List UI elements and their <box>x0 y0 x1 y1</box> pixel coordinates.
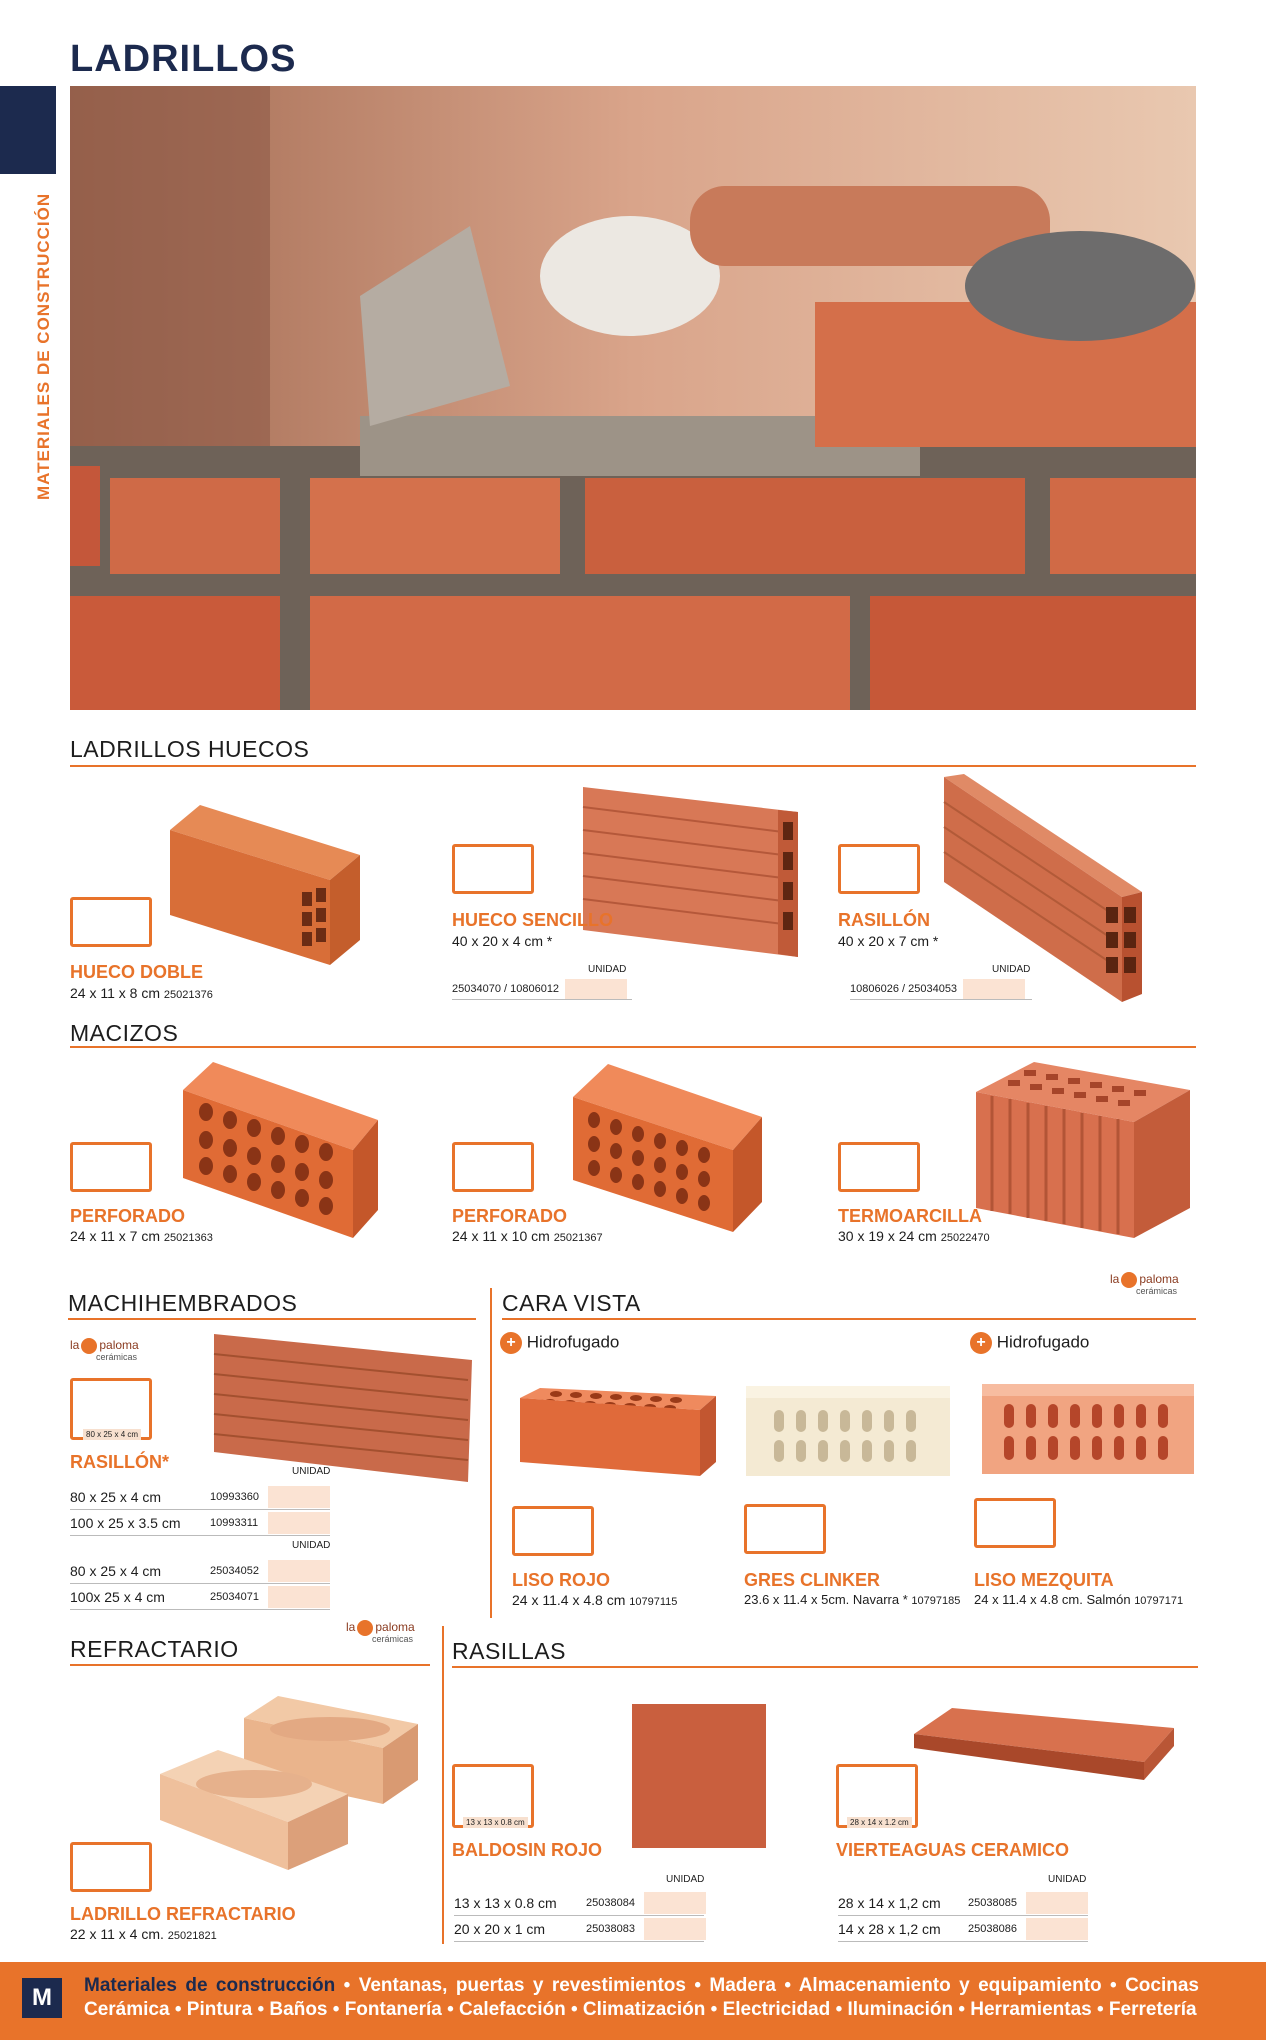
la-paloma-logo: la paloma cerámicas <box>70 1338 139 1362</box>
product-name-machihembrado: RASILLÓN* <box>70 1452 169 1472</box>
hueco-doble-image <box>160 800 370 970</box>
section-title-huecos: LADRILLOS HUECOS <box>70 736 310 762</box>
section-rule <box>502 1318 1196 1320</box>
product-name-hueco-sencillo: HUECO SENCILLO <box>452 910 614 930</box>
price-box-dim-label: 28 x 14 x 1.2 cm <box>847 1817 912 1828</box>
section-rule <box>70 1664 430 1666</box>
liso-mezquita-image <box>980 1380 1196 1476</box>
section-rule <box>70 765 1196 767</box>
hidrofugado-label-1: + Hidrofugado <box>500 1332 619 1354</box>
table-row: 100 x 25 x 3.5 cm 10993311 <box>70 1510 330 1536</box>
section-rule <box>68 1318 476 1320</box>
brand-logo-icon: M <box>22 1978 62 2018</box>
product-desc-liso-rojo: 24 x 11.4 x 4.8 cm 10797115 <box>512 1592 678 1608</box>
section-title-cara-vista: CARA VISTA <box>502 1290 641 1316</box>
unit-header: UNIDAD <box>992 964 1031 975</box>
product-name-baldosin: BALDOSIN ROJO <box>452 1840 603 1860</box>
product-name-gres-clinker: GRES CLINKER <box>744 1570 881 1590</box>
section-title-refractario: REFRACTARIO <box>70 1636 239 1662</box>
perforado-1-image <box>178 1060 378 1240</box>
gres-clinker-image <box>744 1382 954 1478</box>
product-name-hueco-doble: HUECO DOBLE <box>70 962 204 982</box>
unit-header: UNIDAD <box>292 1466 331 1477</box>
product-name-rasillon: RASILLÓN <box>838 910 930 930</box>
product-name-refractario: LADRILLO REFRACTARIO <box>70 1904 296 1924</box>
price-box-termoarcilla <box>838 1142 920 1192</box>
price-box-vierteaguas <box>836 1764 918 1828</box>
product-desc-refractario: 22 x 11 x 4 cm. 25021821 <box>70 1926 217 1942</box>
la-paloma-logo: la paloma cerámicas <box>1110 1272 1179 1296</box>
unit-header: UNIDAD <box>1048 1874 1087 1885</box>
product-name-liso-rojo: LISO ROJO <box>512 1570 611 1590</box>
price-cell <box>963 979 1025 999</box>
table-row: 28 x 14 x 1,2 cm 25038085 <box>838 1890 1088 1916</box>
rasillon-image <box>942 772 1142 1004</box>
footer-category-list <box>84 1974 1199 2022</box>
liso-rojo-image <box>510 1386 720 1478</box>
table-row: 20 x 20 x 1 cm 25038083 <box>454 1916 704 1942</box>
la-paloma-logo: la paloma cerámicas <box>346 1620 415 1644</box>
product-name-perforado-1: PERFORADO <box>70 1206 186 1226</box>
product-name-liso-mezquita: LISO MEZQUITA <box>974 1570 1114 1590</box>
table-row: 80 x 25 x 4 cm 10993360 <box>70 1484 330 1510</box>
product-name-perforado-2: PERFORADO <box>452 1206 568 1226</box>
hydrophobic-icon: + <box>500 1332 522 1354</box>
side-tab <box>0 86 56 174</box>
unit-header: UNIDAD <box>292 1540 331 1551</box>
code-row-rasillon: 10806026 / 25034053 <box>850 978 1032 1000</box>
footer-other-categories: • Ventanas, puertas y revestimientos • Madera • Almacenamiento y equipamiento • Cocinas Cerámica • Pintura • Baños • Fontanería • Calefacción • Climatización • Electricidad • Iluminación • Herramientas • Ferretería <box>84 1975 1200 2020</box>
product-desc-rasillon: 40 x 20 x 7 cm * <box>838 933 939 949</box>
perforado-2-image <box>568 1062 762 1234</box>
price-cell <box>1026 1918 1088 1940</box>
section-title-machihembrados: MACHIHEMBRADOS <box>68 1290 298 1316</box>
price-box-baldosin <box>452 1764 534 1828</box>
footer-current-category: Materiales de construcción <box>84 1975 336 1996</box>
table-row: 80 x 25 x 4 cm 25034052 <box>70 1558 330 1584</box>
price-box-dim-label: 13 x 13 x 0.8 cm <box>463 1817 528 1828</box>
section-rule <box>452 1666 1198 1668</box>
section-title-macizos: MACIZOS <box>70 1020 179 1046</box>
side-category-label: MATERIALES DE CONSTRUCCIÓN <box>34 192 53 500</box>
product-desc-liso-mezquita: 24 x 11.4 x 4.8 cm. Salmón 10797171 <box>974 1592 1184 1607</box>
product-desc-hueco-doble: 24 x 11 x 8 cm 25021376 <box>70 985 213 1001</box>
table-row: 14 x 28 x 1,2 cm 25038086 <box>838 1916 1088 1942</box>
machihembrado-rasillon-image <box>212 1330 472 1482</box>
product-desc-gres-clinker: 23.6 x 11.4 x 5cm. Navarra * 10797185 <box>744 1592 961 1607</box>
page-title: LADRILLOS <box>70 38 297 80</box>
table-row: 100x 25 x 4 cm 25034071 <box>70 1584 330 1610</box>
product-name-termoarcilla: TERMOARCILLA <box>838 1206 982 1226</box>
product-name-vierteaguas: VIERTEAGUAS CERAMICO <box>836 1840 1070 1860</box>
price-cell <box>268 1560 330 1582</box>
unit-header: UNIDAD <box>666 1874 705 1885</box>
price-box-hueco-sencillo <box>452 844 534 894</box>
vierteaguas-image <box>912 1706 1174 1782</box>
price-cell <box>1026 1892 1088 1914</box>
price-box-liso-rojo <box>512 1506 594 1556</box>
price-cell <box>268 1586 330 1608</box>
ladrillo-refractario-image <box>158 1694 430 1874</box>
hueco-sencillo-image <box>578 782 800 962</box>
price-box-perforado-2 <box>452 1142 534 1192</box>
baldosin-rojo-image <box>632 1704 766 1848</box>
table-row: 13 x 13 x 0.8 cm 25038084 <box>454 1890 704 1916</box>
product-desc-hueco-sencillo: 40 x 20 x 4 cm * <box>452 933 553 949</box>
section-divider <box>442 1626 444 1944</box>
product-desc-perforado-2: 24 x 11 x 10 cm 25021367 <box>452 1228 603 1244</box>
product-desc-termoarcilla: 30 x 19 x 24 cm 25022470 <box>838 1228 990 1244</box>
price-box-gres-clinker <box>744 1504 826 1554</box>
termoarcilla-image <box>974 1060 1190 1240</box>
section-divider <box>490 1288 492 1618</box>
price-box-rasillon <box>838 844 920 894</box>
price-cell <box>268 1512 330 1534</box>
price-cell <box>268 1486 330 1508</box>
price-cell <box>644 1892 706 1914</box>
price-box-hueco-doble <box>70 897 152 947</box>
price-box-dim-label: 80 x 25 x 4 cm <box>83 1429 141 1440</box>
section-title-rasillas: RASILLAS <box>452 1638 566 1664</box>
section-rule <box>70 1046 1196 1048</box>
hidrofugado-label-2: + Hidrofugado <box>970 1332 1089 1354</box>
product-desc-perforado-1: 24 x 11 x 7 cm 25021363 <box>70 1228 213 1244</box>
code-row-hueco-sencillo: 25034070 / 10806012 <box>452 978 632 1000</box>
price-box-perforado-1 <box>70 1142 152 1192</box>
hydrophobic-icon: + <box>970 1332 992 1354</box>
hero-bricklaying-photo <box>70 86 1196 710</box>
price-box-refractario <box>70 1842 152 1892</box>
price-cell <box>565 979 627 999</box>
price-cell <box>644 1918 706 1940</box>
unit-header: UNIDAD <box>588 964 627 975</box>
price-box-machihembrado <box>70 1378 152 1440</box>
price-box-liso-mezquita <box>974 1498 1056 1548</box>
